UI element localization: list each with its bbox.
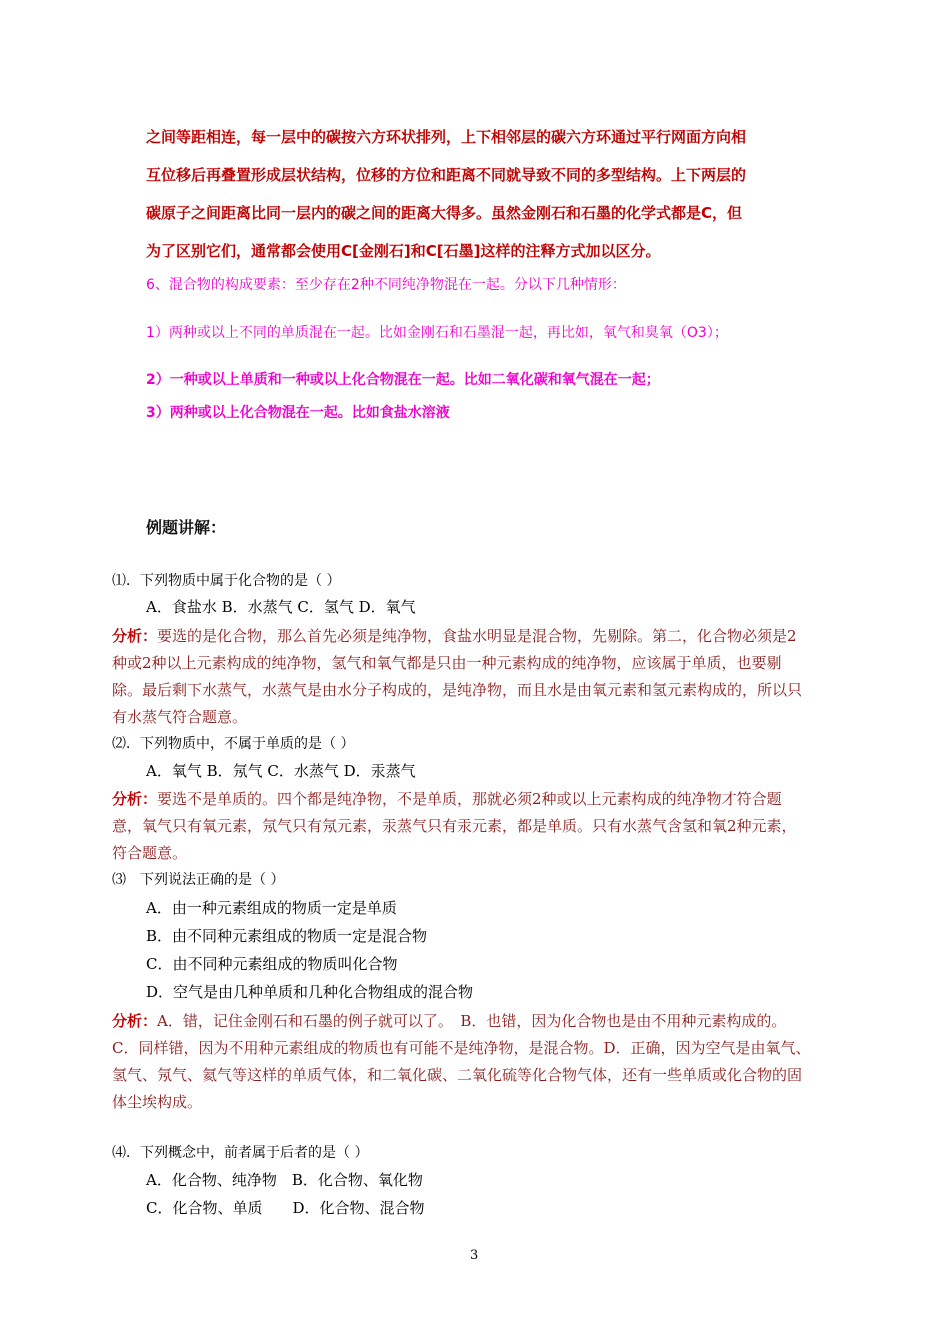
analysis-label: 分析： [112, 1012, 158, 1030]
page-number: 3 [470, 1248, 479, 1263]
q3-analysis-line-1 [112, 1010, 786, 1031]
q4-options-row-2: C．化合物、单质 D．化合物、混合物 [146, 1199, 425, 1217]
q2-options: A．氧气 B．氖气 C．水蒸气 D．汞蒸气 [146, 762, 416, 780]
q2-analysis-line-1 [112, 788, 782, 809]
q4-stem: ⑷．下列概念中，前者属于后者的是（ ） [112, 1145, 369, 1161]
red-paragraph-line-3: 碳原子之间距离比同一层内的碳之间的距离大得多。虽然金刚石和石墨的化学式都是C，但 [146, 204, 743, 222]
q2-analysis-line-2: 意，氧气只有氧元素，氖气只有氖元素，汞蒸气只有汞元素，都是单质。只有水蒸气含氢和氧2种元素， [112, 817, 797, 835]
q3-analysis-line-2: C．同样错，因为不用种元素组成的物质也有可能不是纯净物，是混合物。D．正确，因为空气是由氧气、 [112, 1039, 811, 1057]
mixture-case-3: 3）两种或以上化合物混在一起。比如食盐水溶液 [146, 405, 450, 421]
q1-analysis-line-4: 有水蒸气符合题意。 [112, 708, 248, 726]
q1-analysis-line-2: 种或2种以上元素构成的纯净物，氢气和氧气都是只由一种元素构成的纯净物，应该属于单质，也要剔 [112, 654, 782, 672]
q3-option-a: A．由一种元素组成的物质一定是单质 [146, 899, 397, 917]
analysis-label: 分析： [112, 790, 158, 808]
q3-analysis-text: A．错，记住金刚石和石墨的例子就可以了。 B．也错，因为化合物也是由不用种元素构成的。 [157, 1012, 787, 1030]
q1-options: A．食盐水 B．水蒸气 C．氢气 D．氧气 [146, 598, 416, 616]
q2-analysis-text: 要选不是单质的。四个都是纯净物，不是单质，那就必须2种或以上元素构成的纯净物才符合题 [157, 790, 782, 808]
q3-stem: ⑶ 下列说法正确的是（ ） [112, 872, 285, 888]
section-title: 例题讲解： [146, 518, 227, 537]
q3-option-b: B．由不同种元素组成的物质一定是混合物 [146, 927, 428, 945]
q1-analysis-text: 要选的是化合物，那么首先必须是纯净物，食盐水明显是混合物，先剔除。第二，化合物必须是2 [157, 627, 797, 645]
red-paragraph-line-1: 之间等距相连，每一层中的碳按六方环状排列，上下相邻层的碳六方环通过平行网面方向相 [146, 128, 747, 146]
q1-analysis-line-3: 除。最后剩下水蒸气，水蒸气是由水分子构成的，是纯净物，而且水是由氧元素和氢元素构成的，所以只 [112, 681, 803, 699]
q1-analysis-line-1 [112, 625, 797, 646]
q2-analysis-line-3: 符合题意。 [112, 844, 188, 862]
red-paragraph-line-4: 为了区别它们，通常都会使用C[金刚石]和C[石墨]这样的注释方式加以区分。 [146, 242, 661, 260]
q3-analysis-line-3: 氢气、氖气、氦气等这样的单质气体，和二氧化碳、二氧化硫等化合物气体，还有一些单质或化合物的固 [112, 1066, 803, 1084]
q1-stem: ⑴．下列物质中属于化合物的是（ ） [112, 573, 341, 589]
analysis-label: 分析： [112, 627, 158, 645]
q3-option-d: D．空气是由几种单质和几种化合物组成的混合物 [146, 983, 474, 1001]
mixture-point-6: 6、混合物的构成要素：至少存在2种不同纯净物混在一起。分以下几种情形： [146, 277, 626, 293]
q3-analysis-line-4: 体尘埃构成。 [112, 1093, 203, 1111]
mixture-case-2: 2）一种或以上单质和一种或以上化合物混在一起。比如二氧化碳和氧气混在一起； [146, 372, 660, 388]
q4-options-row-1: A．化合物、纯净物 B．化合物、氧化物 [146, 1171, 423, 1189]
q2-stem: ⑵．下列物质中，不属于单质的是（ ） [112, 736, 355, 752]
red-paragraph-line-2: 互位移后再叠置形成层状结构，位移的方位和距离不同就导致不同的多型结构。上下两层的 [146, 166, 747, 184]
mixture-case-1: 1）两种或以上不同的单质混在一起。比如金刚石和石墨混一起，再比如，氧气和臭氧（O3）； [146, 325, 728, 341]
q3-option-c: C．由不同种元素组成的物质叫化合物 [146, 955, 398, 973]
